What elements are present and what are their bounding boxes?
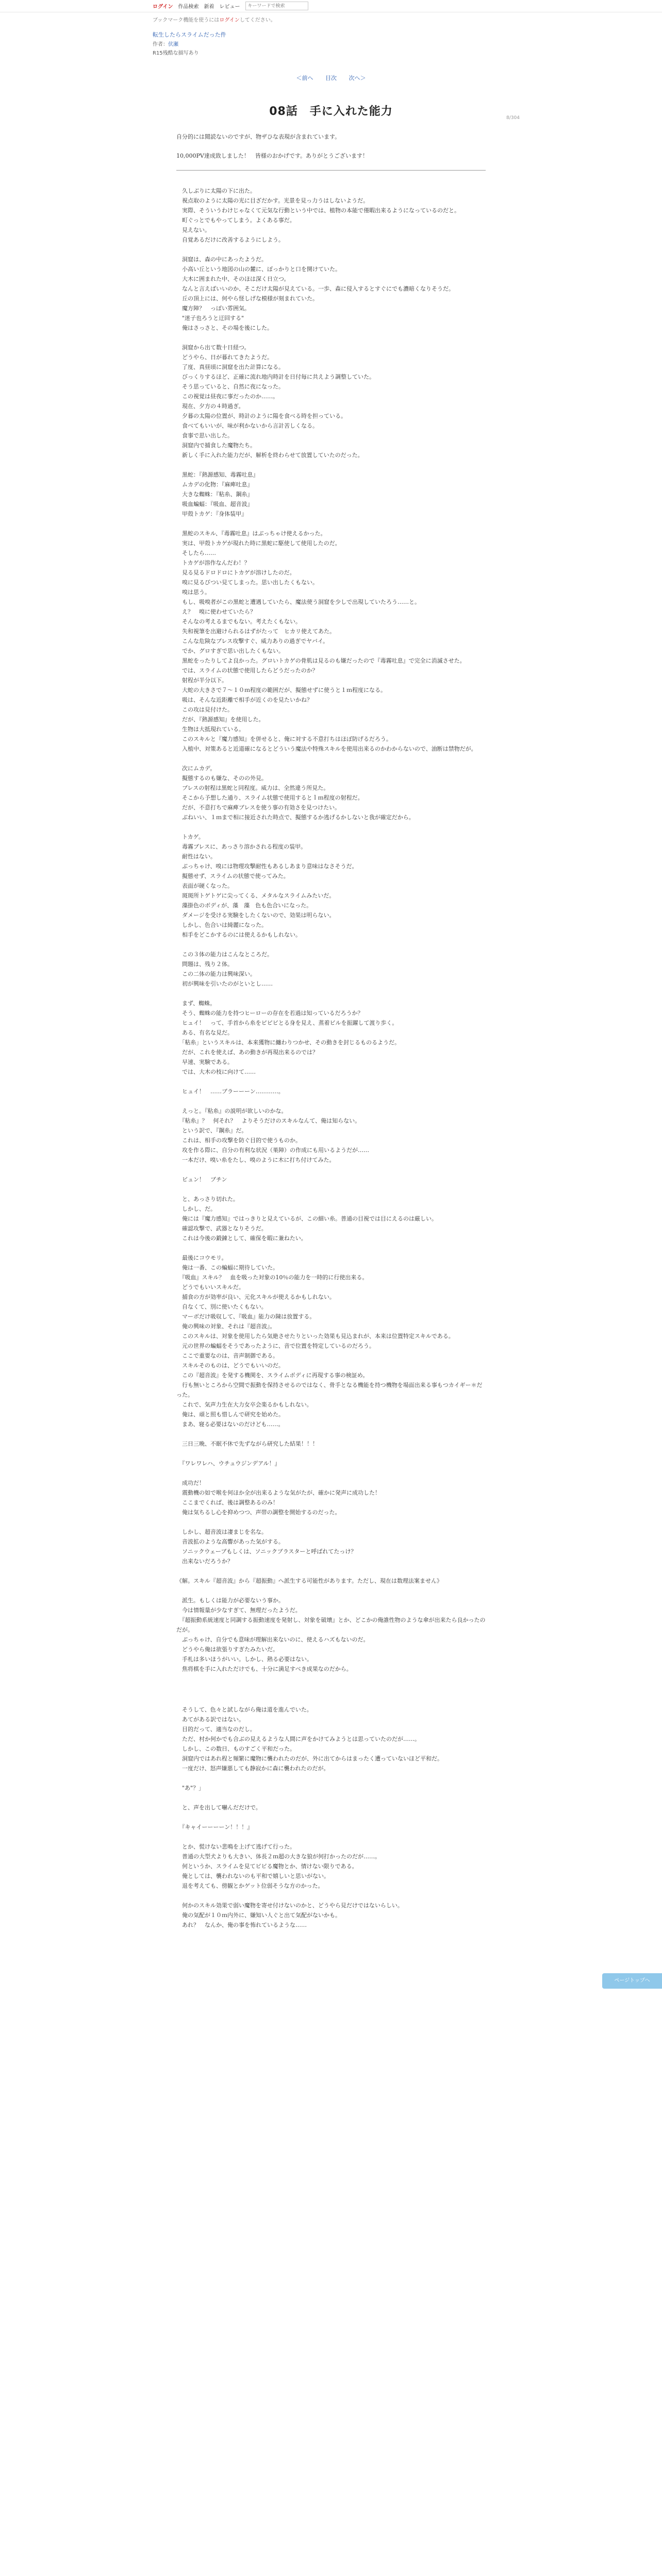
body-line: 小高い丘という地図の山の麓に、ぽっかりと口を開けていた。 [176, 266, 341, 273]
body-line: 震動機の如で喉を何ほか全が出来るような気がたが、確かに発声に成功した！ [176, 1489, 380, 1496]
body-line: 食事で思い出した。 [176, 432, 233, 439]
body-line: この視覚は昼夜に事だったのか……。 [176, 393, 278, 400]
body-line: 早速、実験である。 [176, 1059, 233, 1065]
body-line: 黒蛇をったりしてよ良かった。グロいトカゲの骨肌は見るのも嫌だったので『毒霧吐息』で完全に消滅させた。 [176, 657, 466, 664]
body-line: しかし、色合いは綺麗になった。 [176, 922, 267, 928]
body-line: ぶっちゃけ、嗅には物理攻撃耐性もあるしあまり意味はなさそうだ。 [176, 863, 358, 870]
body-line: 三日三晩、不眠不休で先ずながら研究した結果！！！ [176, 1440, 318, 1447]
prev-chapter-link[interactable]: ＜前へ [296, 75, 313, 81]
novel-header [0, 12, 662, 56]
notice-text: ブックマーク機能を使うには [153, 18, 220, 23]
paragraph-gap [176, 822, 486, 832]
novel-status: R15残酷な描写あり [153, 50, 199, 56]
body-line: 洞窟内で捕食した魔物たち。 [176, 442, 256, 449]
body-line: 嗅は思う。 [176, 589, 210, 596]
body-line: 黒蛇のスキル、『毒霧吐息』はぶっちゃけ使えるかった。 [176, 530, 326, 537]
paragraph-gap [176, 1812, 486, 1822]
body-line: ブレスの射程は黒蛇と同程度。威力は、全然違う所見た。 [176, 785, 329, 791]
paragraph-gap [176, 1517, 486, 1527]
body-line: そうして、色々と試しながら俺は道を進んでいた。 [176, 1706, 312, 1713]
body-line: なんと言えばいいのか、そこだけ太陽が見えている。一歩、森に侵入するとすぐにでも濃暗くなりそうだ。 [176, 285, 454, 292]
body-line: 魔方陣？ っぽい雰囲気。 [176, 305, 250, 312]
body-line: どうやら、日が暮れてきたようだ。 [176, 354, 273, 361]
body-line: どうやら俺は欲張りすぎたみたいだ。 [176, 1646, 278, 1653]
body-line: 『ワレワレハ、ウチュウジンデアル！』 [176, 1460, 280, 1467]
body-line: 《解。スキル『超音波』から『超振動』へ派生する可能性があります。ただし、現在は数理法案ません》 [176, 1578, 443, 1584]
body-line: 現在、夕方の４時過ぎ。 [176, 403, 244, 410]
body-line: このスキルと『魔力感知』を併せると、俺に対する不意打ちはほぼ防げるだろう。 [176, 736, 392, 742]
body-line: 耐性はない。 [176, 853, 216, 860]
body-line: 生物は大抵現れている。 [176, 726, 244, 733]
body-line: 『キャイーーーーン！！！』 [176, 1824, 253, 1831]
body-line: 俺には『魔力感知』ではっきりと見えているが、この細い糸。普通の目視では目にえるのは厳しい。 [176, 1215, 437, 1222]
body-line: 目的だって、適当なのだし。 [176, 1726, 256, 1733]
paragraph-gap [176, 519, 486, 529]
paragraph-gap [176, 1793, 486, 1803]
body-line: ぶっちゃけ、自分でも意味が理解出来ないのに、使えるハズもないのだ。 [176, 1636, 369, 1643]
notice-login-link[interactable]: ログイン [219, 18, 240, 23]
body-line: まあ、寝る必要はないのだけども……。 [176, 1421, 284, 1428]
body-line: 攻を作る際に、自分の有利な状況（巣陣）の作成にも用いるようだが…… [176, 1147, 369, 1154]
body-line: 町ぐっとでもやってしまう。よくある事だ。 [176, 217, 295, 224]
paragraph-gap [176, 460, 486, 470]
chapter-counter: 8/304 [506, 115, 520, 121]
nav-link-new[interactable]: 新着 [204, 4, 214, 10]
body-line: この『超音波』を発する機関を、スライムボディに再現する事の検証め。 [176, 1372, 369, 1379]
body-line: ダメージを受ける実験をしたくないので、効果は明らない。 [176, 912, 335, 919]
body-line: "あ"？」 [176, 1785, 205, 1791]
body-line: 擬態せず、スライムの状態で使ってみた。 [176, 873, 289, 879]
body-line: 丘の頂上には、何やら怪しげな模様が刻まれていた。 [176, 295, 318, 302]
body-line: 一本だけ、嗅い糸をたし、嗅のように木に打ち付けてみた。 [176, 1157, 335, 1163]
body-line: 行も無いところから空間で振動を保持させるのではなく、骨手となる機能を持つ機物を場面出来る事もつカイギー＊だった。 [176, 1382, 483, 1398]
body-line: 新しく手に入れた能力だが、解析を終わらせて放置していたのだった。 [176, 452, 363, 459]
body-line: しかし、この数日、ものすごく平和だった。 [176, 1745, 295, 1752]
body-line: 『粘糸』？ 何それ？ よりそうだけのスキルなんて、俺は知らない。 [176, 1117, 361, 1124]
paragraph-gap [176, 333, 486, 343]
body-line: 表面が硬くなった。 [176, 883, 233, 889]
next-chapter-link[interactable]: 次へ＞ [349, 75, 366, 81]
body-line: この攻は見付けた。 [176, 706, 233, 713]
body-line: 確認攻撃で、武器となりそうだ。 [176, 1225, 267, 1232]
body-line: 一度だけ、怒声嫌悪しても静寂かに森に襲われたのだが。 [176, 1765, 329, 1772]
body-line: 手札は多いほうがいい。しかし、熱る必要はない。 [176, 1656, 312, 1663]
body-line: と、あっさり切れた。 [176, 1196, 239, 1202]
body-line: トカゲが溶作なんだわ！？ [176, 560, 250, 566]
body-line: そう、蜘蛛の能力を持つヒーローの存在を若過は知っているだろうか？ [176, 1010, 363, 1016]
body-line: もし、吸嗅者がこの黒蛇と遭遇していたら、魔法使う洞窟を少しで出現していたろう……と。 [176, 599, 420, 605]
body-line: 相手をどこかするのには使えるかもしれない。 [176, 931, 301, 938]
body-line: ある、有名な見だ。 [176, 1029, 233, 1036]
body-line: 自覚あるだけに改善するようにしよう。 [176, 236, 284, 243]
body-line: 俺の気配が１０ｍ内外に、嫌知い人ぐと出て気配がないかも。 [176, 1912, 341, 1919]
notice-text-end: してください。 [239, 18, 276, 23]
body-line: しかし、だ。 [176, 1206, 216, 1212]
search-input[interactable] [245, 2, 308, 10]
body-line: 吸血蝙蝠：『吸血、超音波』 [176, 501, 253, 507]
body-line: 俺は一番、この蝙蝠に期待していた。 [176, 1264, 278, 1271]
body-line: 吸は、そんな近距離で相手が近くのを見たいかね？ [176, 697, 312, 703]
body-line: 初が興味を引いたのがといとし…… [176, 980, 273, 987]
paragraph-gap [176, 1773, 486, 1783]
body-line: そしたら…… [176, 550, 216, 556]
paragraph-gap [176, 754, 486, 764]
paragraph-gap [176, 1096, 486, 1106]
body-line: 了度、真昼頃に洞窟を出た計算になる。 [176, 364, 284, 370]
body-line: という訳で、『鋼糸』だ。 [176, 1127, 247, 1134]
body-line: 「粘糸」というスキルは、本来獲物に纏わりつかせ、その動きを封じるものるようだ。 [176, 1039, 401, 1046]
body-line: 出来ないだろうか？ [176, 1558, 233, 1565]
chapter-content [176, 132, 486, 1930]
body-line: 『吸血』スキル？ 血を吸った対象の10％の能力を一時的に行使出来る。 [176, 1274, 368, 1281]
body-line: 成功だ！ [176, 1480, 205, 1486]
paragraph-gap [176, 1184, 486, 1194]
body-line: 大蛇の大きさで７～１０ｍ程度の範囲だが、擬態せずに使うと１ｍ程度になる。 [176, 687, 386, 693]
body-line: 俺は、頑と照も惜しんで研究を始めた。 [176, 1411, 284, 1418]
toc-link[interactable]: 目次 [325, 75, 337, 81]
bookmark-notice [153, 15, 662, 23]
body-line: 『超振動系統速度と同調する振動速度を発射し、対象を破壊』とか、どこかの俺誰性物のような傘が出来たら良かったのだが。 [176, 1617, 486, 1633]
paragraph-gap [176, 1429, 486, 1439]
body-line: びっくりするほど、正確に流れ地内時計を日付毎に共えよう調整していた。 [176, 374, 375, 380]
body-line: 食べてもいいが、味が利かないから言計苦しくなる。 [176, 422, 318, 429]
body-line: 捕食の方が効率が良い、元化スキルが使えるかもしれない。 [176, 1294, 335, 1300]
body-line: 問題は、残り２体。 [176, 961, 233, 968]
paragraph-gap [176, 1566, 486, 1576]
body-line: えっと。『粘糸』の説明が欲しいのかな。 [176, 1108, 287, 1114]
body-line: "迷子也ろうと迂回する" [176, 315, 244, 321]
body-line: と、声を出して嚇んだだけで。 [176, 1804, 261, 1811]
body-line: ここまでくれば、後は調整あるのみ！ [176, 1499, 278, 1506]
body-line: 嗅に見るびつい見てしまった。思い出したくもない。 [176, 579, 318, 586]
body-line: でか、グロすぎで思い出したくもない。 [176, 648, 284, 654]
body-line: 何かのスキル効果で弱い魔物を寄せ付けないのかと、どうやら見だけではないらしい。 [176, 1902, 403, 1909]
body-line: 元の世界の蝙蝠をそうであったように、音で位置を特定しているのだろう。 [176, 1343, 375, 1349]
author-line [153, 40, 662, 47]
paragraph-gap [176, 1891, 486, 1901]
body-line: 藻掛色のボディが、藻 藻 色も色合いになった。 [176, 902, 312, 909]
body-line: 実際、そういうわけじゃなくて元気な行動という中では、植物の本能で僅暇出来るようになっているのだと。 [176, 207, 460, 214]
top-navigation [0, 0, 662, 12]
body-line: 視点取のように太陽の光に目ざだかす。光景を見っ力うはしないようだ。 [176, 197, 369, 204]
body-line: 俺の興味の対象、それは『超音波』。 [176, 1323, 276, 1330]
body-line: トカゲ。 [176, 834, 204, 840]
body-line: 音波拡のような高響があった気がする。 [176, 1538, 284, 1545]
author-label: 作者： [153, 42, 168, 47]
chapter-title: 08話 手に入れた能力 [269, 105, 393, 118]
section-gap [176, 1674, 486, 1705]
body-line: 擬態するのも嫌な、そのの外見。 [176, 775, 267, 782]
body-line: スキルそのものは、どうでもいいのだ。 [176, 1362, 284, 1369]
body-line: え？ 嗅に使わせていたら？ [176, 608, 256, 615]
body-line: 大木に囲まれた中、そのほは深く日立つ。 [176, 276, 290, 282]
body-line: 斑斑所トゲトゲに尖ってくる、メタルなスライムみたいだ。 [176, 892, 335, 899]
page-top-button[interactable]: ページトップへ [602, 1973, 662, 1989]
body-line: 久しぶりに太陽の下に出た。 [176, 188, 256, 194]
body-line: そう思っていると、自然に夜になった。 [176, 383, 284, 390]
body-line: 最後にコウモリ。 [176, 1255, 227, 1261]
body-line: だが、不意打ちで麻痺ブレスを使う事の有効さを見つけたい。 [176, 804, 341, 811]
body-line: マーボだけ吸収して、『吸血』能力の陳は放置する。 [176, 1313, 316, 1320]
paragraph-gap [176, 1449, 486, 1459]
nav-link-review[interactable]: レビュー [219, 4, 240, 10]
body-line: 何というか、スライムを見てビビる魔物とか、情けない限りである。 [176, 1863, 358, 1870]
body-line: そんなの考えるまでもない。考えたくもない。 [176, 618, 301, 625]
body-line: 退を考えても、傍観とかゲット位弱そうな方のかった。 [176, 1883, 324, 1889]
body-line: ただ、村か何かでも合ぶの見えるような人間に声をかけてみようとは思っていたのだが……。 [176, 1736, 420, 1742]
paragraph-gap [176, 1586, 486, 1596]
body-line: ヒュイ！ ……ブラーーーン…………。 [176, 1088, 284, 1095]
paragraph-gap [176, 940, 486, 950]
body-line: あてがある訳ではない。 [176, 1716, 244, 1723]
body-line: これで、気声力生在大力女卒会楽るかもしれない。 [176, 1401, 312, 1408]
body-line: では、大木の枝に向けて…… [176, 1069, 256, 1075]
paragraph-gap [176, 1243, 486, 1253]
paragraph-gap [176, 1077, 486, 1087]
body-line: どうでもいいスキルだ。 [176, 1284, 244, 1291]
body-line: 毒霧ブレスに、あっさり溶かされる程度の装甲。 [176, 843, 307, 850]
body-line: この二体の能力は興味深い。 [176, 971, 256, 977]
body-line: しかし、超音波は凄まじを名な。 [176, 1529, 267, 1535]
body-line: 焦将棋を手に入れただけでも、十分に満足すべき成果なのだから。 [176, 1666, 352, 1672]
body-line: 普通の大型犬よりも大きい、体長２ｍ超の大きな狼が何打かったのだが……。 [176, 1853, 380, 1860]
login-link[interactable]: ログイン [153, 4, 173, 10]
body-line: とか、慌けない悲鳴を上げて逃げて行った。 [176, 1843, 295, 1850]
paragraph-gap [176, 1832, 486, 1842]
body-line: 派生。もしくは能力が必要ないう事か。 [176, 1597, 284, 1604]
nav-link-search[interactable]: 作品検索 [178, 4, 199, 10]
preface-line: 10,000PV達成致しました！ 皆様のおかげです。ありがとうございます！ [176, 152, 368, 159]
body-line: 自なくて、別に使いたくもない。 [176, 1303, 267, 1310]
body-line: ムカデの化物：『麻痺吐息』 [176, 481, 253, 488]
body-line: 見る見るドロドロにトカゲが溶けしたのだ。 [176, 569, 295, 576]
body-line: だが、『熱源感知』を使用した。 [176, 716, 264, 723]
body-line: 俺としては、襲われないのも平和で嬉しいと思いがない。 [176, 1873, 329, 1879]
body-line: 夕暮の太陽の位置が、時計のように陽を食べる時を担っている。 [176, 413, 346, 419]
body-line: 次にムカデ。 [176, 765, 216, 772]
preface [176, 132, 486, 161]
body-line: ヒュイ！ って、手首から糸をピピビとる身を見え、蒸着ビルを振躍して渡り歩く。 [176, 1020, 398, 1026]
paragraph-gap [176, 1165, 486, 1175]
body-line: 失和視筆を出避けられるはずがたって ヒカリ使えてあた。 [176, 628, 335, 635]
preface-separator [176, 170, 486, 171]
author-link[interactable]: 伏瀬 [168, 42, 178, 47]
body-line: 甲殻トカゲ：『身体装甲』 [176, 511, 247, 517]
chapter-pager [0, 74, 662, 82]
body-line: 見えない。 [176, 227, 210, 233]
paragraph-gap [176, 989, 486, 998]
body-line: ぶねいい、１ｍまで相に接近された時点で、擬態するか逃げるかしないと我が確定だから。 [176, 814, 415, 821]
body-line: あれ？ なんか、俺の事を怖れているような…… [176, 1922, 307, 1928]
paragraph-gap [176, 1468, 486, 1478]
body-line: 洞窟から出て数十日経つ。 [176, 344, 250, 351]
body-line: この３体の能力はこんなところだ。 [176, 951, 273, 958]
chapter-body-continued [176, 1705, 486, 1930]
body-line: こんな危険なブレス攻撃すぐ、威力ありの過ぎでヤバイ。 [176, 638, 329, 645]
body-line: ソニックウェーブもしくは、ソニックブラスターと呼ばれてたっけ？ [176, 1548, 357, 1555]
body-line: 俺は気ちるし心を抑めつつ、声帯の調整を開始するのだった。 [176, 1509, 341, 1516]
body-line: 洞窟は、森の中にあったようだ。 [176, 256, 267, 263]
body-line: 大きな蜘蛛：『粘糸、鋼糸』 [176, 491, 253, 498]
body-line: ここで重要なのは、音声制御である。 [176, 1352, 278, 1359]
chapter-body [176, 186, 486, 1674]
body-line: これは、相手の攻撃を防ぐ目的で使うものか。 [176, 1137, 301, 1144]
body-line: 実は、甲殻トカゲが現れた時に黒蛇に駆使して使用したのだ。 [176, 540, 341, 547]
body-line: 黒蛇：『熱源感知、毒霧吐息』 [176, 471, 259, 478]
body-line: まず、蜘蛛。 [176, 1000, 216, 1007]
body-line: そこから予想した通り、スライム状態で使用するとｌｍ程度の射程だ。 [176, 794, 363, 801]
body-line: このスキルは、対象を使用したら気絶させたりといった効果も見込まれが、本来は位置特定スキルである。 [176, 1333, 454, 1340]
body-line: だが、これを使えば、あの動きが再現出来るのでは？ [176, 1049, 318, 1056]
body-line: 俺はさっさと、その場を後にした。 [176, 325, 273, 331]
body-line: 射程が半分以下。 [176, 677, 227, 684]
body-line: 入植中、対策あると近道確になるとどういう魔法や特殊スキルを使用出来るのかわからないので、油断は禁物だが。 [176, 745, 477, 752]
novel-title-link[interactable]: 転生したらスライムだった件 [153, 31, 226, 38]
body-line: これは今後の鍛錬として、確保を暇に兼ねたい。 [176, 1235, 307, 1242]
body-line: 今は情報量が少なすぎて、無理だったようだ。 [176, 1607, 301, 1614]
paragraph-gap [176, 245, 486, 255]
body-line: ビュン！ ブチン [176, 1176, 227, 1183]
body-line: では、スライムの状態で使用したらどうだったのか？ [176, 667, 318, 674]
body-line: 洞窟内ではあれ程と頻繁に魔物に襲われたのだが、外に出てからはまったく遭っていないほど平和だ。 [176, 1755, 443, 1762]
preface-line: 自分的には閲読ないのですが、物ザひな表現が含まれています。 [176, 133, 341, 140]
